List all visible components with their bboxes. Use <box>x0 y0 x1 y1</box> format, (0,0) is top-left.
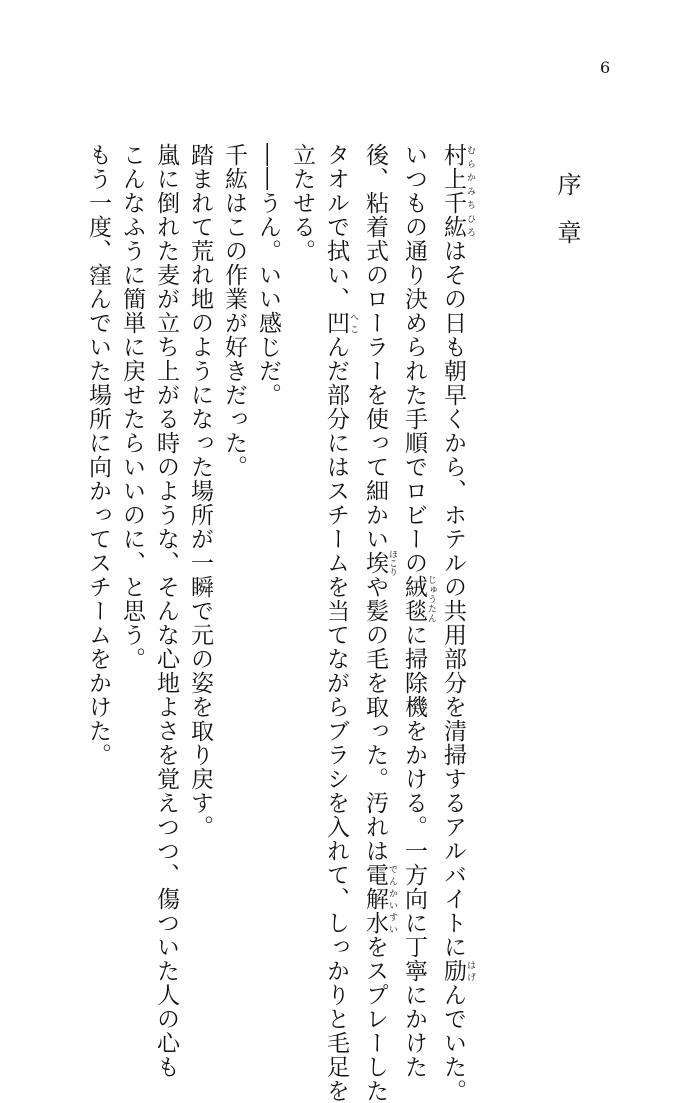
ruby-annotation: 絨毯 じゅうたん <box>401 575 436 623</box>
text-line: いつもの通り決められた手順でロビーの絨毯 じゅうたんに掃除機をかける。一方向に丁寧にかけた <box>401 143 436 1079</box>
text-line: 村上千紘 むらかみちひろはその日も朝早くから、ホテルの共用部分を清掃するアルバイトに励 はげんでいた。 <box>440 143 475 1103</box>
text-line: こんなふうに簡単に戻せたらいいのに、と思う。 <box>119 143 145 671</box>
ruby-annotation: 埃 ほこり <box>362 549 397 577</box>
body-text <box>81 143 475 1103</box>
chapter-title: 序章 <box>553 172 581 268</box>
text-line: もう一度、窪んでいた場所に向かってスチームをかけた。 <box>85 143 111 767</box>
ruby-annotation: 凹 へこ <box>323 311 358 335</box>
text-line: 嵐に倒れた麦が立ち上がる時のような、そんな心地よさを覚えつつ、傷ついた人の心も <box>153 143 179 1079</box>
text-line: タオルで拭い、凹 へこんだ部分にはスチームを当てながらブラシを入れて、しっかりと毛足を <box>323 143 358 1103</box>
ruby-annotation: 村上千紘 むらかみちひろ <box>440 143 475 239</box>
text-line: 後、粘着式のローラーを使って細かい埃 ほこりや髪の毛を取った。汚れは電解水 でんかいすいをスプレーした <box>362 143 397 1103</box>
text-line: 立たせる。 <box>289 143 315 263</box>
ruby-annotation: 電解水 でんかいすい <box>362 863 397 935</box>
ruby-annotation: 励 はげ <box>440 959 475 983</box>
text-line: 踏まれて荒れ地のようになった場所が一瞬で元の姿を取り戻す。 <box>187 143 213 839</box>
text-line: ――うん。いい感じだ。 <box>255 143 281 407</box>
text-line: 千紘はこの作業が好きだった。 <box>221 143 247 479</box>
page-number: 6 <box>600 58 611 77</box>
